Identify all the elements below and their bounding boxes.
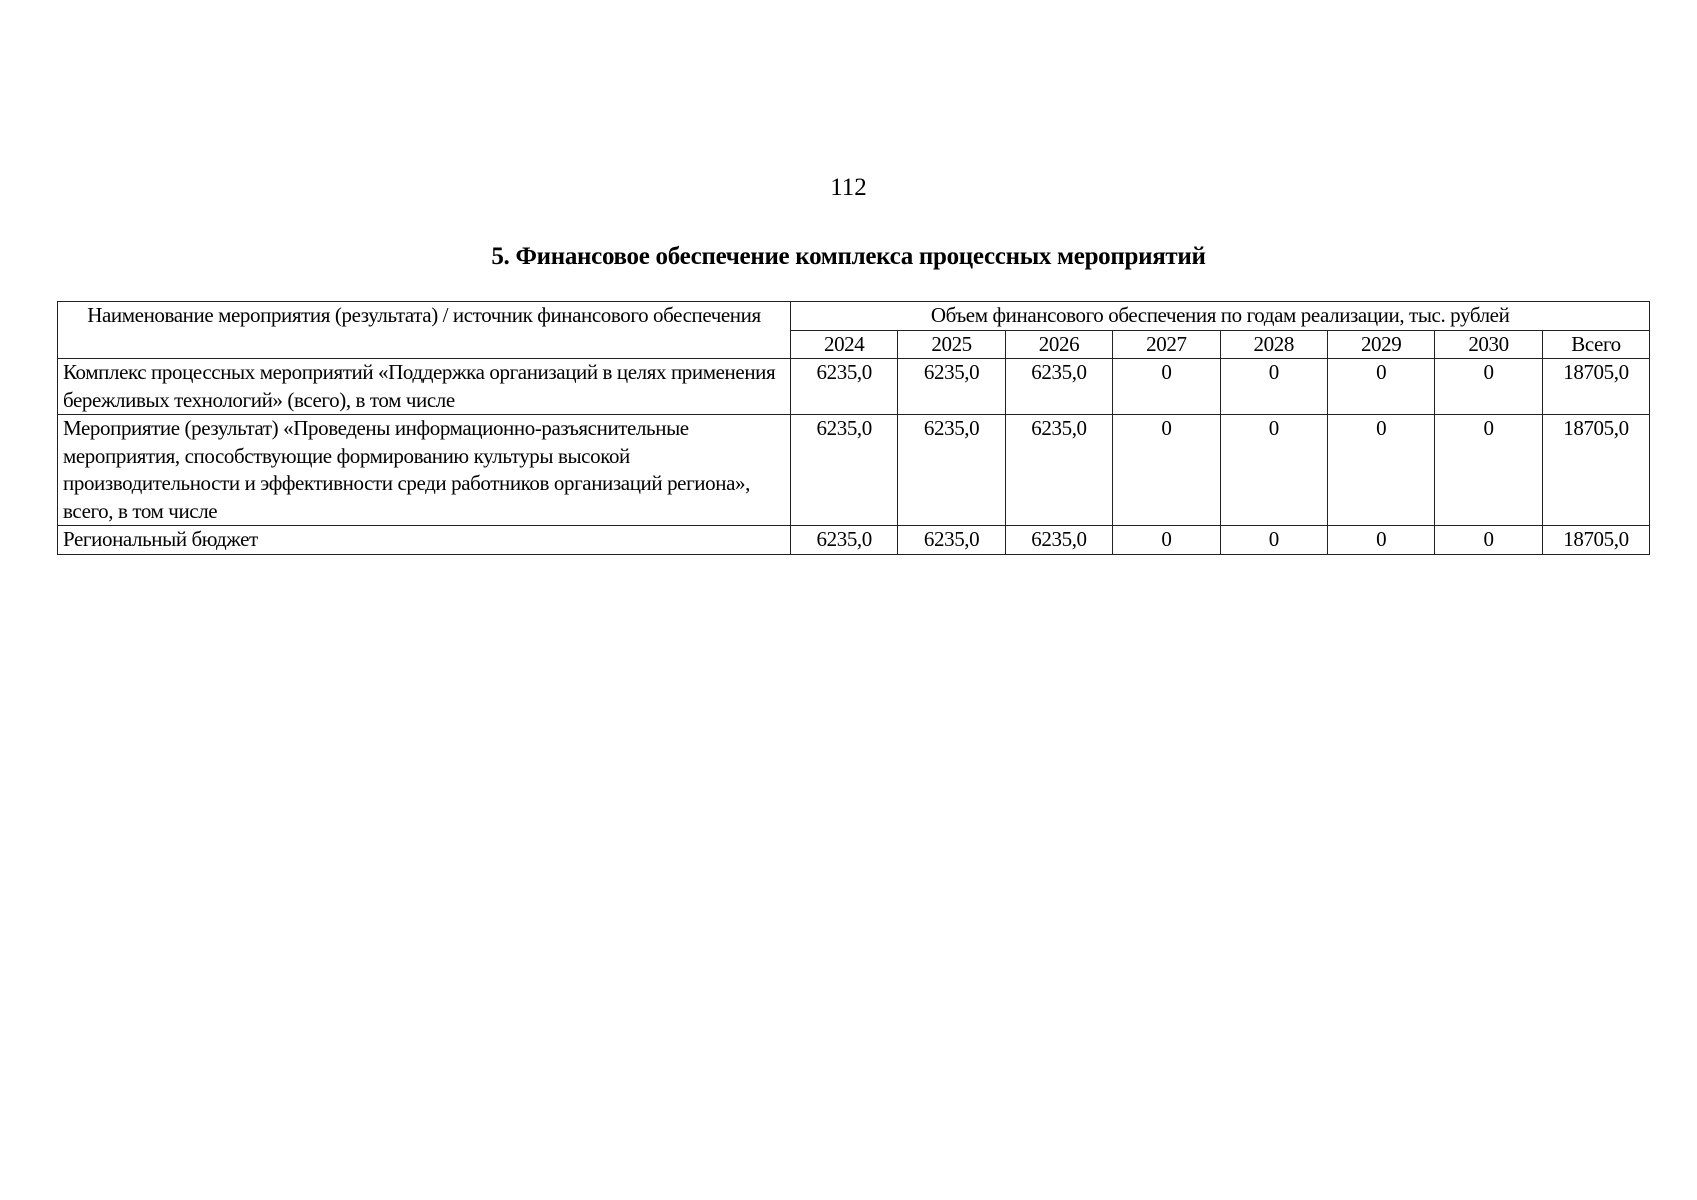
value-cell: 6235,0: [898, 526, 1005, 555]
year-header: 2027: [1113, 330, 1220, 359]
value-cell: 6235,0: [791, 526, 898, 555]
value-cell: 0: [1220, 526, 1327, 555]
value-cell: 6235,0: [1005, 359, 1112, 415]
row-name: Региональный бюджет: [58, 526, 791, 555]
table-row: [58, 415, 1650, 526]
value-cell: 6235,0: [898, 359, 1005, 415]
value-cell: 0: [1220, 415, 1327, 526]
year-header: 2030: [1435, 330, 1542, 359]
value-cell: 6235,0: [791, 415, 898, 526]
value-cell: 6235,0: [898, 415, 1005, 526]
value-cell: 18705,0: [1542, 359, 1650, 415]
value-cell: 0: [1435, 359, 1542, 415]
value-cell: 0: [1327, 415, 1434, 526]
row-name: Мероприятие (результат) «Проведены информационно-разъяснительные мероприятия, способствующие формированию культуры высокой производительности и эффективности среди работников организаций региона», всего, в том числе: [58, 415, 791, 526]
value-cell: 0: [1113, 359, 1220, 415]
header-name: Наименование мероприятия (результата) / источник финансового обеспечения: [58, 302, 791, 359]
year-header: Всего: [1542, 330, 1650, 359]
table-row: [58, 526, 1650, 555]
value-cell: 6235,0: [791, 359, 898, 415]
page-number: 112: [830, 174, 867, 201]
year-header: 2024: [791, 330, 898, 359]
year-header: 2026: [1005, 330, 1112, 359]
year-header: 2028: [1220, 330, 1327, 359]
value-cell: 18705,0: [1542, 415, 1650, 526]
row-name: Комплекс процессных мероприятий «Поддержка организаций в целях применения бережливых технологий» (всего), в том числе: [58, 359, 791, 415]
section-title: 5. Финансовое обеспечение комплекса процессных мероприятий: [491, 243, 1206, 270]
value-cell: 0: [1113, 415, 1220, 526]
header-volume: Объем финансового обеспечения по годам реализации, тыс. рублей: [791, 302, 1650, 331]
financing-table: [57, 301, 1650, 555]
value-cell: 0: [1113, 526, 1220, 555]
value-cell: 0: [1220, 359, 1327, 415]
table-row: [58, 359, 1650, 415]
value-cell: 18705,0: [1542, 526, 1650, 555]
value-cell: 0: [1327, 359, 1434, 415]
year-header: 2025: [898, 330, 1005, 359]
value-cell: 6235,0: [1005, 526, 1112, 555]
year-header: 2029: [1327, 330, 1434, 359]
value-cell: 6235,0: [1005, 415, 1112, 526]
value-cell: 0: [1435, 415, 1542, 526]
value-cell: 0: [1435, 526, 1542, 555]
header-row: [58, 302, 1650, 331]
value-cell: 0: [1327, 526, 1434, 555]
